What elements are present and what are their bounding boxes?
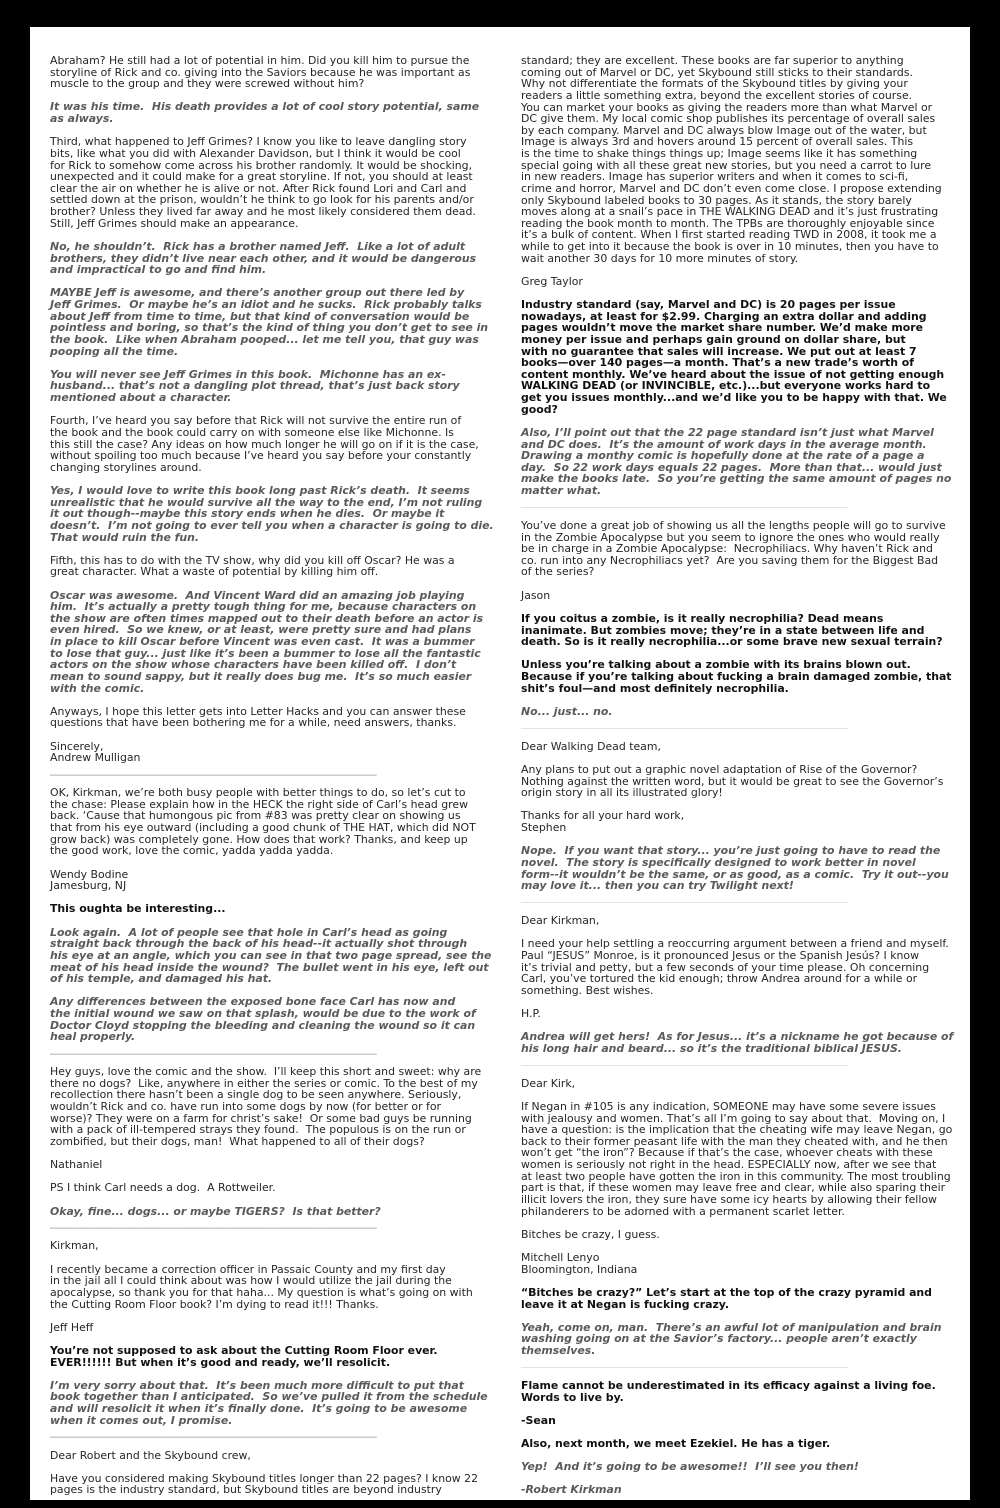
reply-paragraph: You’re not supposed to ask about the Cutting Room Floor ever. EVER!!!!!! But when it’s good and ready, we’ll resolicit. xyxy=(50,1344,438,1369)
letter-paragraph: Jason xyxy=(521,588,551,602)
reply-italic-paragraph: Yes, I would love to write this book long past Rick’s death. It seems unrealistic that he would survive all the way to the end, I’m not ruling it out though--maybe this story ends when he dies. Or maybe it doesn’t. I’m not going to ever tell you when a character is going to die. That would ruin the fun. xyxy=(50,484,494,544)
letter-paragraph: Nathaniel xyxy=(50,1158,103,1172)
letter-paragraph: I need your help settling a reoccurring argument between a friend and myself. Paul “JESUS” Monroe, is it pronounced Jesus or the Spanish Jesús? I know it’s trivial and petty, but a few seconds of your time please. Oh concerning Carl, you’ve tortured the kid enough; throw Andrea around for a while or something. Best wishes. xyxy=(521,937,949,997)
letter-paragraph: Dear Walking Dead team, xyxy=(521,739,661,753)
reply-italic-paragraph: Andrea will get hers! As for Jesus... it’s a nickname he got because of his long hair and beard... so it’s the traditional biblical JESUS. xyxy=(521,1030,954,1055)
reply-paragraph: This oughta be interesting... xyxy=(50,902,226,916)
separator-rule: ____________________________________________________________ xyxy=(521,891,848,904)
separator-rule: ____________________________________________________________ xyxy=(521,717,848,730)
reply-italic-paragraph: Look again. A lot of people see that hole in Carl’s head as going straight back through the back of his head--it actually shot through his eye at an angle, which you can see in that two page spread, see the meat of his head inside the wound? The bullet went in his eye, left out of his temple, and damaged his hat. xyxy=(50,925,492,986)
reply-italic-paragraph: I’m very sorry about that. It’s been much more difficult to put that book together than I anticipated. So we’ve pulled it from the schedule and will resolicit it when it’s finally done. It’s going to be awesome when it comes out, I promise. xyxy=(50,1378,488,1427)
letter-paragraph: I recently became a correction officer in Passaic County and my first day in the jail all I could think about was how I would utilize the jail during the apocalypse, so thank you for that haha... My question is what’s going on with the Cutting Room Floor book? I’m dying to read it!!! Thanks. xyxy=(50,1262,473,1311)
letter-paragraph: Have you considered making Skybound titles longer than 22 pages? I know 22 pages is the industry standard, but Skybound titles are beyond industry xyxy=(50,1471,479,1497)
letter-paragraph: Fourth, I’ve heard you say before that Rick will not survive the entire run of the book and the book could carry on with someone else like Michonne. Is this still the case? Any ideas on how much longer he will go on if it is the case, without spoiling too much because I’ve heard you say before your constantly changing storylines around. xyxy=(50,414,479,474)
reply-italic-paragraph: Oscar was awesome. And Vincent Ward did an amazing job playing him. It’s actually a pretty tough thing for me, because characters on the show are often times mapped out to their death before an actor is even hired. So we knew, or at least, were pretty sure and had plans in place to kill Oscar before Vincent was even cast. It was a bummer to lose that guy... just like it’s been a bummer to lose all the fantastic actors on the show whose characters have been killed off. I don’t mean to sound sappy, but it really does bug me. It’s so much easier with the comic. xyxy=(50,588,484,695)
reply-italic-paragraph: Yeah, come on, man. There’s an awful lot of manipulation and brain washing going on at the Savior’s factory... people aren’t exactly themselves. xyxy=(521,1320,942,1358)
letter-paragraph: Sincerely, Andrew Mulligan xyxy=(50,739,141,765)
reply-italic-paragraph: MAYBE Jeff is awesome, and there’s another group out there led by Jeff Grimes. Or maybe he’s an idiot and he sucks. Rick probably talks about Jeff from time to time, but that kind of conversation would be pointless and boring, so that’s the kind of thing you don’t get to see in the book. Like when Abraham pooped... let me tell you, that guy was pooping all the time. xyxy=(50,286,489,358)
letter-paragraph: Thanks for all your hard work, Stephen xyxy=(521,809,685,835)
letter-paragraph: Hey guys, love the comic and the show. I’ll keep this short and sweet: why are there no dogs? Like, anywhere in either the series or comic. To the best of my recollection there hasn’t been a single dog to be seen anywhere. Seriously, wouldn’t Rick and co. have run into some dogs by now (for better or for worse)? They were on a farm for christ’s sake! Or some bad guys be running with a pack of ill-tempered strays they found. The populous is on the run or zombified, but their dogs, man! What happened to all of their dogs? xyxy=(50,1065,482,1148)
right-column xyxy=(521,55,969,1508)
reply-italic-paragraph: It was his time. His death provides a lot of cool story potential, same as always. xyxy=(50,100,480,126)
reply-italic-paragraph: No... just... no. xyxy=(521,704,613,718)
separator-rule: ____________________________________________________________ xyxy=(50,1426,377,1438)
separator-rule: ____________________________________________________________ xyxy=(50,1217,377,1229)
reply-paragraph: Unless you’re talking about a zombie with its brains blown out. Because if you’re talking about fucking a brain damaged zombie, that shit’s foul—and most definitely necrophilia. xyxy=(521,658,952,695)
separator-rule: ____________________________________________________________ xyxy=(50,1042,377,1055)
reply-italic-paragraph: No, he shouldn’t. Rick has a brother named Jeff. Like a lot of adult brothers, they didn’t live near each other, and it would be dangerous and impractical to go and find him. xyxy=(50,239,477,277)
reply-paragraph: Industry standard (say, Marvel and DC) is 20 pages per issue nowadays, at least for $2.99. Charging an extra dollar and adding pages wouldn’t move the market share number. We’d make more money per issue and perhaps gain ground on dollar share, but with no guarantee that sales will increase. We put out at least 7 books—over 140 pages—a month. That’s a new trade’s worth of content monthly. We’ve heard about the issue of not getting enough WALKING DEAD (or INVINCIBLE, etc.)...but everyone works hard to get you issues monthly...and we’d like you to be happy with that. We good? xyxy=(521,298,947,416)
reply-italic-paragraph: Also, I’ll point out that the 22 page standard isn’t just what Marvel and DC does. It’s the amount of work days in the average month. Drawing a monthy comic is hopefully done at the rate of a page a day. So 22 work days equals 22 pages. More than that... would just make the books late. So you’re getting the same amount of pages no matter what. xyxy=(521,425,952,498)
reply-italic-paragraph: -Robert Kirkman xyxy=(521,1483,622,1497)
letter-paragraph: Greg Taylor xyxy=(521,274,583,288)
separator-rule: ____________________________________________________________ xyxy=(521,1054,848,1067)
reply-italic-paragraph: Yep! And it’s going to be awesome!! I’ll see you then! xyxy=(521,1460,859,1474)
letter-paragraph: If Negan in #105 is any indication, SOMEONE may have some severe issues with jealousy and women. That’s all I’m going to say about that. Moving on, I have a question: is the implication that the cheating wife may leave Negan, go back to their former peasant life with the man they cheated with, and he then won’t get “the iron”? Because if that’s the case, whoever cheats with these women is seriously not right in the head. ESPECIALLY now, after we see that at least two people have gotten the iron in this community. The most troubling part is that, if these women may leave free and clear, while also sparing their illicit lovers the iron, they sure have some icy hearts by allowing their fellow philanderers to be adorned with a permanent scarlet letter. xyxy=(521,1099,953,1218)
reply-paragraph: Flame cannot be underestimated in its efficacy against a living foe. Words to live by. xyxy=(521,1378,936,1404)
reply-paragraph: Also, next month, we meet Ezekiel. He has a tiger. xyxy=(521,1436,831,1450)
separator-rule: ____________________________________________________________ xyxy=(521,496,848,509)
letter-paragraph: Dear Kirk, xyxy=(521,1076,576,1090)
reply-paragraph: If you coitus a zombie, is it really necrophilia? Dead means inanimate. But zombies move; they’re in a state between life and death. So is it really necrophilia...or some brave new sexual terrain? xyxy=(521,611,943,649)
letter-paragraph: Abraham? He still had a lot of potential in him. Did you kill him to pursue the storyline of Rick and co. giving into the Saviors because he was important as muscle to the group and they were screwed without him? xyxy=(50,54,471,91)
letter-paragraph: Fifth, this has to do with the TV show, why did you kill off Oscar? He was a great character. What a waste of potential by killing him off. xyxy=(50,553,455,579)
letter-paragraph: H.P. xyxy=(521,1007,541,1021)
letter-paragraph: OK, Kirkman, we’re both busy people with better things to do, so let’s cut to the chase: Please explain how in the HECK the right side of Carl’s head grew back. ‘Cause that humongous pic from #83 was pretty clear on showing us that from his eye outward (including a good chunk of THE HAT, which did NOT grow back) was completely gone. How does that work? Thanks, and keep up the good work, love the comic, yadda yadda yadda. xyxy=(50,786,476,858)
letter-paragraph: Jeff Heff xyxy=(50,1320,94,1334)
letter-paragraph: Any plans to put out a graphic novel adaptation of Rise of the Governor? Nothing against the written word, but it would be great to see the Governor’s origin story in all its illustrated glory! xyxy=(521,762,944,800)
letter-paragraph: PS I think Carl needs a dog. A Rottweiler. xyxy=(50,1181,276,1195)
reply-paragraph: -Sean xyxy=(521,1413,556,1427)
letter-paragraph: Third, what happened to Jeff Grimes? I know you like to leave dangling story bits, like what you did with Alexander Davidson, but I think it would be cool for Rick to somehow come across his brother randomly. It would be shocking, unexpected and it could make for a great storyline. If not, you should at least clear the air on whether he is alive or not. After Rick found Lori and Carl and settled down at the prison, wouldn’t he think to go look for his parents and/or brother? Unless they lived far away and he most likely considered them dead. Still, Jeff Grimes should make an appearance. xyxy=(50,135,476,230)
letter-paragraph: Dear Kirkman, xyxy=(521,914,600,928)
reply-italic-paragraph: Okay, fine... dogs... or maybe TIGERS? Is that better? xyxy=(50,1204,381,1218)
letter-paragraph: Wendy Bodine Jamesburg, NJ xyxy=(50,867,129,893)
letter-paragraph: Kirkman, xyxy=(50,1239,99,1253)
reply-italic-paragraph: Any differences between the exposed bone face Carl has now and the initial wound we saw on that splash, would be due to the work of Doctor Cloyd stopping the bleeding and cleaning the wound so it can heal properly. xyxy=(50,995,476,1044)
reply-italic-paragraph: Nope. If you want that story... you’re just going to have to read the novel. The story is specifically designed to work better in novel form--it wouldn’t be the same, or as good, as a comic. Try it out--you may love it... then you can try Twilight next! xyxy=(521,844,949,893)
letter-paragraph: Dear Robert and the Skybound crew, xyxy=(50,1448,251,1462)
separator-rule: ____________________________________________________________ xyxy=(521,1356,848,1369)
separator-rule: ____________________________________________________________ xyxy=(50,763,377,776)
letter-paragraph: standard; they are excellent. These books are far superior to anything coming out of Marvel or DC, yet Skybound still sticks to their standards. Why not differentiate the formats of the Skybound titles by giving your readers a little something extra, beyond the excellent stories of course. You can market your books as giving the readers more than what Marvel or DC give them. My local comic shop publishes its percentage of overall sales by each company. Marvel and DC always blow Image out of the water, but Image is always 3rd and hovers around 15 percent of overall sales. This is the time to shake things things up; Image seems like it has something special going with all these great new stories, but you need a carrot to lure in new readers. Image has superior writers and when it comes to sci-fi, crime and horror, Marvel and DC don’t even come close. I propose extending only Skybound labeled books to 30 pages. As it stands, the story barely moves along at a snail’s pace in THE WALKING DEAD and it’s just frustrating reading the book month to month. The TPBs are thoroughly enjoyable since it’s a bulk of content. When I first started reading TWD in 2008, it took me a while to get into it because the book is over in 10 minutes, then you have to wait another 30 days for 10 more minutes of story. xyxy=(521,54,942,265)
reply-paragraph: “Bitches be crazy?” Let’s start at the top of the crazy pyramid and leave it at Negan is fucking crazy. xyxy=(521,1285,932,1311)
left-column xyxy=(50,55,498,1508)
letter-paragraph: You’ve done a great job of showing us all the lengths people will go to survive in the Zombie Apocalypse but you seem to ignore the ones who would really be in charge in a Zombie Apocalypse: Necrophiliacs. Why haven’t Rick and co. run into any Necrophiliacs yet? Are you saving them for the Biggest Bad of the series? xyxy=(521,518,946,579)
reply-italic-paragraph: You will never see Jeff Grimes in this book. Michonne has an ex- husband... that’s not a dangling plot thread, that’s just back story mentioned about a character. xyxy=(50,367,460,405)
letter-paragraph: Bitches be crazy, I guess. xyxy=(521,1227,660,1241)
letter-paragraph: Mitchell Lenyo Bloomington, Indiana xyxy=(521,1251,638,1276)
letter-paragraph: Anyways, I hope this letter gets into Letter Hacks and you can answer these questions that have been bothering me for a while, need answers, thanks. xyxy=(50,704,466,730)
